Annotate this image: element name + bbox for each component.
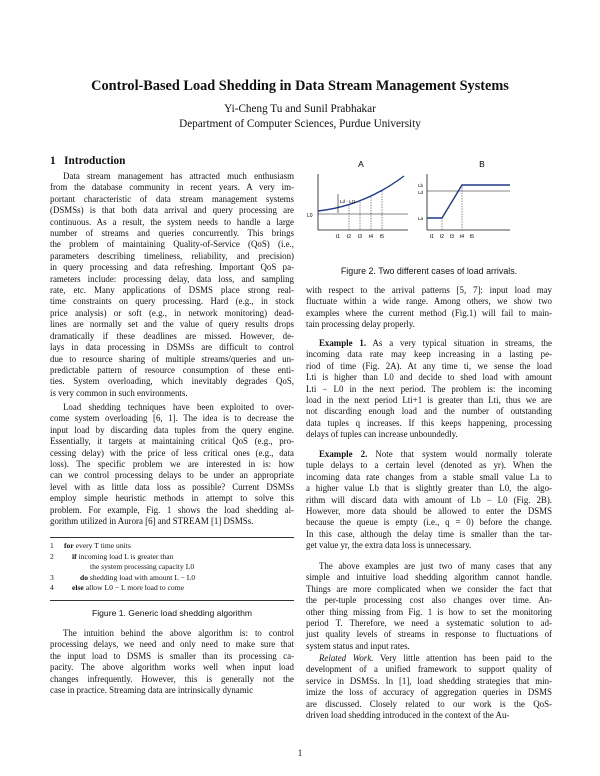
figure1-caption: Figure 1. Generic load shedding algorithm xyxy=(91,608,253,618)
panel-a-load-curve xyxy=(318,176,404,211)
panel-b-y-label: La xyxy=(418,216,424,221)
algo-text: the system processing capacity L0 xyxy=(90,562,195,572)
algo-line-number: 3 xyxy=(50,572,54,582)
text-line: rate, etc. Many applications of DSMS place strong real- xyxy=(50,285,294,296)
text-line: are discussed. Closely related to our work is the QoS- xyxy=(306,698,552,709)
text-line: employ simple heuristic methods in attempt to solve this xyxy=(50,493,294,504)
text-line: a higher value Lb that is slightly greater than L0, the algo- xyxy=(306,483,552,494)
text-line: lines are normally set and the value of query results drops xyxy=(50,319,294,330)
panel-a-tick-label: t4 xyxy=(368,234,374,240)
algo-line-number: 2 xyxy=(50,551,54,561)
text-line: (DSMSs) is that both data arrival and query processing are xyxy=(50,205,294,216)
text-line: the input load to DSMS is smaller than its processing ca- xyxy=(50,650,294,661)
text-line: period T. Therefore, we need a systematic solution to ad- xyxy=(306,618,552,629)
text-line: gorithm utilized in Aurora [6] and STREAM [1] DSMSs. xyxy=(50,516,254,527)
text-line: system status and input rates. xyxy=(306,640,410,651)
text-line: simple and intuitive load shedding algorithm cannot handle. xyxy=(306,572,552,583)
text-line: continuous. As a result, the system needs to handle a large xyxy=(50,216,294,227)
section-number: 1 xyxy=(50,155,56,167)
page-number: 1 xyxy=(297,748,303,758)
text-line: dramatically if these deadlines are missed. However, de- xyxy=(50,330,294,341)
authors: Yi-Cheng Tu and Sunil Prabhakar xyxy=(224,103,376,115)
algo-keyword: else xyxy=(72,583,84,593)
text-line: tain processing delay properly. xyxy=(306,319,415,330)
text-line: driven load shedding introduced in the context of the Au- xyxy=(306,710,510,721)
section-heading xyxy=(50,155,125,167)
run-in-label: Example 2. xyxy=(319,449,368,459)
text-line: fluctuate within a wide range. Among others, we show two xyxy=(306,296,552,307)
text-line: time constraints on query processing. Hard (e.g., in stock xyxy=(50,296,294,307)
text-line: in query processing and data refreshing. Important QoS pa- xyxy=(50,262,294,273)
text-line: case in practice. Streaming data are intrinsically dynamic xyxy=(50,685,254,696)
text-line: portant characteristic of data stream management systems xyxy=(50,193,294,204)
algo-top-rule xyxy=(50,537,294,538)
text-line: The above examples are just two of many cases that any xyxy=(319,561,552,571)
right-paragraph-1 xyxy=(306,285,552,331)
algo-text: every T time units xyxy=(73,541,131,550)
panel-b-load-curve xyxy=(427,185,510,218)
panel-a-tick-label: t2 xyxy=(346,234,352,240)
text-line: other thing missing from Fig. 1 is how to set the monitoring xyxy=(306,606,552,617)
text-line: from the database community in recent years. A very im- xyxy=(50,182,294,193)
run-in-label: Related Work. xyxy=(319,653,374,663)
panel-b-y-label: Lb xyxy=(418,183,424,188)
text-line: level with as little data loss as possible? Current DSMSs xyxy=(50,481,294,492)
algo-keyword: do xyxy=(80,572,89,582)
text-line: Lti − L0 in the next period. The problem is: the incoming xyxy=(306,383,552,394)
panel-a-tick-label: t1 xyxy=(335,234,341,240)
text-line: Data stream management has attracted much enthusiasm xyxy=(63,171,294,181)
algo-line xyxy=(80,573,195,584)
text-line: come system overloading [6, 1]. The idea is to decrease the xyxy=(50,413,294,424)
text-run: Very little attention has been paid to the xyxy=(373,653,552,663)
text-line: load in the next period Lti+1 is greater than Lti, thus we are xyxy=(306,395,552,406)
text-line: incoming data rate changes from a stable small value La to xyxy=(306,471,552,482)
text-line: loss). The specific problem we are interested in is: how xyxy=(50,459,294,470)
text-line: However, more data should be allowed to enter the DSMS xyxy=(306,506,552,517)
algo-keyword: if xyxy=(72,551,77,561)
algo-text: allow L0 − L more load to come xyxy=(83,583,184,593)
algo-line xyxy=(72,583,184,594)
section-title: Introduction xyxy=(64,155,126,167)
text-line: number of streams and queries concurrently. This brings xyxy=(50,228,294,239)
text-line: problem. For example, Fig. 1 shows the load shedding al- xyxy=(50,504,294,515)
text-line: Essentially, it targets at maintaining critical QoS (e.g., pro- xyxy=(50,436,294,447)
algo-line xyxy=(72,552,173,563)
text-line: parameters describing timeliness, reliability, and precision) xyxy=(50,250,294,261)
panel-a-ylabel: L0 xyxy=(307,213,313,219)
panel-a-label: A xyxy=(358,159,364,169)
text-line: processing delays, we need and only need to make sure that xyxy=(50,639,294,650)
text-line: because the queue is empty (i.e., q = 0) before the change. xyxy=(306,517,552,528)
panel-b-tick-label: t2 xyxy=(439,234,445,240)
text-line: development of a unified framework to support quality of xyxy=(306,664,552,675)
text-line: is very common in such environments. xyxy=(50,387,188,398)
text-line: Load shedding techniques have been exploited to over- xyxy=(63,402,294,412)
text-line: ties. System overloading, which inevitably degrades QoS, xyxy=(50,376,294,387)
panel-b-tick-label: t5 xyxy=(469,234,475,240)
text-line: delays of tuples can increase unboundedly. xyxy=(306,429,458,440)
text-line xyxy=(306,449,552,460)
text-line: just quality levels of streams in response to fluctuations of xyxy=(306,629,552,640)
right-paragraph-4 xyxy=(306,561,552,652)
intro-paragraph-2 xyxy=(50,402,294,527)
intro-paragraph-1 xyxy=(50,171,294,399)
algo-bottom-rule xyxy=(50,600,294,601)
related-work xyxy=(306,653,552,721)
panel-a-tick-label: t3 xyxy=(357,234,363,240)
text-line: the problem of maintaining Quality-of-Service (QoS) (i.e., xyxy=(50,239,294,250)
text-line: riod of time (Fig. 2A). At any time ti, we sense the load xyxy=(306,360,552,371)
panel-a-tick-label: t5 xyxy=(379,234,385,240)
text-line: Lti is higher than L0 and decide to shed load with amount xyxy=(306,372,552,383)
algo-line-number: 1 xyxy=(50,541,54,550)
algo-text: incoming load L is greater than xyxy=(76,551,174,561)
text-line: predictable pattern of resource consumption of these enti- xyxy=(50,364,294,375)
panel-b-label: B xyxy=(479,159,485,169)
text-line: imize the loss of accuracy of aggregation queries in DSMS xyxy=(306,687,552,698)
text-line: service in DSMSs. In [1], load shedding strategies that min- xyxy=(306,675,552,686)
text-line: The intuition behind the above algorithm is: to control xyxy=(63,628,294,638)
algorithm-listing xyxy=(50,541,294,597)
algo-line xyxy=(64,541,131,552)
text-line: not discarding enough load and the number of outstanding xyxy=(306,406,552,417)
text-line: In this case, although the delay time is smaller than the tar- xyxy=(306,528,552,539)
text-run: Note that system would normally tolerate xyxy=(367,449,552,459)
algo-line-number: 4 xyxy=(50,583,54,593)
text-line: cessing delay) with the price of less critical ones (e.g., data xyxy=(50,447,294,458)
text-line: pacity. The above algorithm works well when input load xyxy=(50,662,294,673)
text-line: lays in data processing in DSMSs are difficult to control xyxy=(50,342,294,353)
text-line: rithm will discard data with amount of Lb − L0 (Fig. 2B). xyxy=(306,494,552,505)
text-line: with respect to the arrival patterns [5, 7]: input load may xyxy=(306,285,552,295)
panel-a-annotation: Ld - Lt1 xyxy=(340,199,356,204)
text-line: input load by discarding data tuples from the query engine. xyxy=(50,424,294,435)
panel-b-tick-label: t3 xyxy=(449,234,455,240)
algo-text: shedding load with amount L − L0 xyxy=(88,572,196,582)
text-line: get value yr, the extra data loss is unnecessary. xyxy=(306,540,472,551)
text-line: tuple delays to a certain level (denoted as yr). When the xyxy=(306,460,552,471)
panel-b-tick-label: t1 xyxy=(429,234,435,240)
text-line: incoming data rate may keep increasing in a lasting pe- xyxy=(306,349,552,360)
run-in-label: Example 1. xyxy=(319,338,367,348)
paper-title: Control-Based Load Shedding in Data Stream Management Systems xyxy=(91,78,509,94)
panel-b-tick-label: t4 xyxy=(459,234,465,240)
text-line: changes infrequently. However, this is generally not the xyxy=(50,673,294,684)
example-1 xyxy=(306,338,552,441)
figure2-plots xyxy=(304,156,554,264)
text-line: examples where the current method (Fig.1) will fail to main- xyxy=(306,307,552,318)
panel-b-y-label: Ld xyxy=(418,190,424,195)
intro-paragraph-3 xyxy=(50,628,294,696)
text-line: rameters include: processing delay, data loss, and sampling xyxy=(50,273,294,284)
text-line xyxy=(306,653,552,664)
text-line: price analysis) or soft (e.g., in network monitoring) dead- xyxy=(50,307,294,318)
example-2 xyxy=(306,449,552,552)
algo-line xyxy=(90,562,194,573)
text-line xyxy=(306,338,552,349)
text-line: Things are more complicated when we consider the fact that xyxy=(306,583,552,594)
text-line: the per-tuple processing cost also changes over time. An- xyxy=(306,595,552,606)
figure2-caption: Figure 2. Two different cases of load arrivals. xyxy=(340,266,518,276)
text-line: can we control processing delays to be under an appropriate xyxy=(50,470,294,481)
text-line: due to resource sharing of multiple streams/queries and un- xyxy=(50,353,294,364)
algo-keyword: for xyxy=(64,541,74,550)
text-line: data tuples q increases. If this keeps happening, processing xyxy=(306,417,552,428)
affiliation: Department of Computer Sciences, Purdue University xyxy=(179,118,421,130)
text-run: As a very typical situation in streams, the xyxy=(366,338,552,348)
